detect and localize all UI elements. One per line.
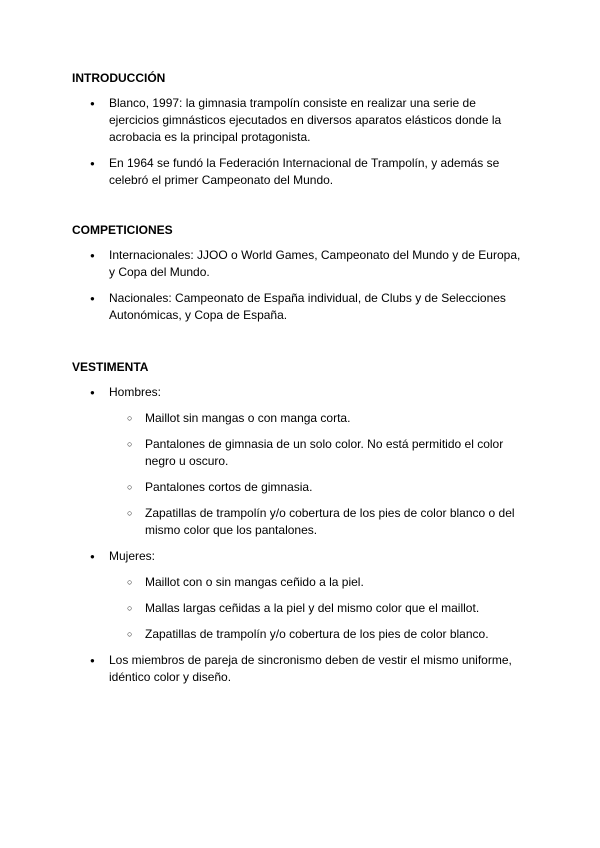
- list-item-hombres: [72, 384, 528, 539]
- sub-list-item: ○ Zapatillas de trampolín y/o cobertura de los pies de color blanco o del mismo color que los pantalones.: [109, 505, 528, 539]
- bullet-list: [72, 384, 528, 686]
- sub-list-item: ○ Pantalones cortos de gimnasia.: [109, 479, 528, 496]
- section-competiciones: [72, 222, 528, 333]
- sub-list-item: ○ Maillot sin mangas o con manga corta.: [109, 410, 528, 427]
- section-vestimenta: [72, 359, 528, 695]
- sub-bullet-list: [109, 410, 528, 539]
- sub-list-item: ○ Maillot con o sin mangas ceñido a la piel.: [109, 574, 528, 591]
- section-heading: INTRODUCCIÓN: [72, 71, 166, 85]
- list-item-label: Hombres:: [109, 385, 162, 399]
- list-item-label: Mujeres:: [109, 549, 156, 563]
- sub-bullet-list: [109, 574, 528, 643]
- list-item: ● Internacionales: JJOO o World Games, Campeonato del Mundo y de Europa, y Copa del Mundo.: [72, 247, 528, 281]
- bullet-list: [72, 95, 528, 189]
- section-heading: COMPETICIONES: [72, 223, 173, 237]
- list-item: ● Blanco, 1997: la gimnasia trampolín consiste en realizar una serie de ejercicios gimnásticos ejecutados en diversos aparatos elásticos donde la acrobacia es la principal protagonista.: [72, 95, 528, 146]
- sub-list-item: ○ Zapatillas de trampolín y/o cobertura de los pies de color blanco.: [109, 626, 528, 643]
- bullet-list: [72, 247, 528, 324]
- list-item-sincronismo: ● Los miembros de pareja de sincronismo deben de vestir el mismo uniforme, idéntico color y diseño.: [72, 652, 528, 686]
- list-item: ● En 1964 se fundó la Federación Internacional de Trampolín, y además se celebró el primer Campeonato del Mundo.: [72, 155, 528, 189]
- list-item: ● Nacionales: Campeonato de España individual, de Clubs y de Selecciones Autonómicas, y Copa de España.: [72, 290, 528, 324]
- sub-list-item: ○ Pantalones de gimnasia de un solo color. No está permitido el color negro u oscuro.: [109, 436, 528, 470]
- sub-list-item: ○ Mallas largas ceñidas a la piel y del mismo color que el maillot.: [109, 600, 528, 617]
- list-item-mujeres: [72, 548, 528, 643]
- section-introduccion: [72, 70, 528, 198]
- section-heading: VESTIMENTA: [72, 360, 149, 374]
